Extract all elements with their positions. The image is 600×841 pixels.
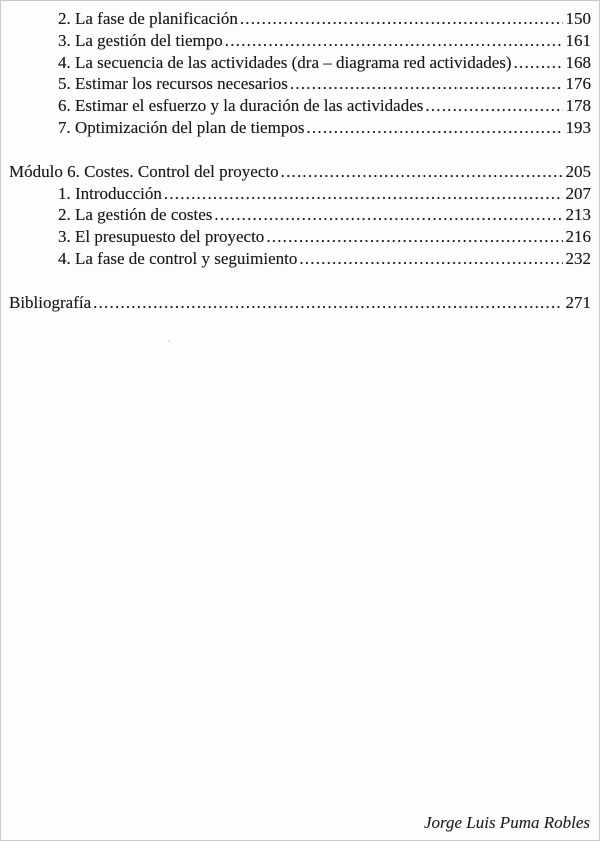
toc-item-entry	[58, 226, 591, 248]
toc-module-entry	[9, 161, 591, 183]
toc-entry-label: Bibliografía	[9, 292, 92, 312]
toc-entry-page: 216	[565, 227, 591, 247]
toc-entry-page: 150	[565, 9, 591, 28]
toc-entry-page: 161	[565, 30, 591, 50]
dot-leader	[425, 95, 562, 117]
dot-leader	[290, 73, 563, 95]
dot-leader	[225, 30, 563, 52]
toc-entry-label: 6. Estimar el esfuerzo y la duración de las actividades	[58, 96, 424, 116]
toc-entry-label: 2. La fase de planificación	[58, 9, 238, 28]
toc-module-entry	[9, 292, 591, 314]
dot-leader	[266, 226, 562, 248]
toc-entry-label: 2. La gestión de costes	[58, 205, 213, 225]
toc-item-entry	[58, 248, 591, 270]
toc-entry-page: 207	[565, 183, 591, 203]
toc-entry-page: 205	[565, 161, 591, 181]
toc-item-entry	[58, 73, 591, 95]
toc-entry-label: 5. Estimar los recursos necesarios	[58, 74, 288, 94]
dot-leader	[281, 161, 563, 183]
author-signature: Jorge Luis Puma Robles	[423, 813, 590, 832]
dot-leader	[306, 117, 562, 139]
dot-leader	[299, 248, 562, 270]
toc-entry-label: 4. La fase de control y seguimiento	[58, 248, 298, 268]
toc-entry-label: 4. La secuencia de las actividades (dra – diagrama red actividades)	[58, 52, 512, 72]
toc	[1, 1, 599, 314]
toc-item-entry	[58, 117, 591, 139]
toc-entry-page: 271	[565, 292, 591, 312]
toc-entry-label: 3. El presupuesto del proyecto	[58, 227, 265, 247]
toc-item-entry	[58, 52, 591, 74]
toc-entry-label: Módulo 6. Costes. Control del proyecto	[9, 161, 279, 181]
toc-entry-page: 232	[565, 248, 591, 268]
dot-leader	[240, 8, 563, 30]
toc-item-entry	[58, 8, 591, 30]
toc-item-entry	[58, 95, 591, 117]
scan-speck	[168, 340, 170, 342]
dot-leader	[164, 183, 563, 205]
toc-entry-label: 3. La gestión del tiempo	[58, 30, 223, 50]
dot-leader	[214, 204, 562, 226]
toc-entry-label: 1. Introducción	[58, 183, 162, 203]
toc-entry-page: 193	[565, 117, 591, 137]
toc-entry-page: 213	[565, 205, 591, 225]
toc-section	[9, 292, 591, 314]
toc-entry-page: 168	[565, 52, 591, 72]
toc-item-entry	[58, 183, 591, 205]
toc-section	[9, 8, 591, 139]
toc-entry-page: 176	[565, 74, 591, 94]
toc-entry-label: 7. Optimización del plan de tiempos	[58, 117, 305, 137]
toc-section	[9, 161, 591, 270]
toc-entry-page: 178	[565, 96, 591, 116]
dot-leader	[514, 52, 563, 74]
toc-item-entry	[58, 204, 591, 226]
toc-item-entry	[58, 30, 591, 52]
dot-leader	[93, 292, 562, 314]
